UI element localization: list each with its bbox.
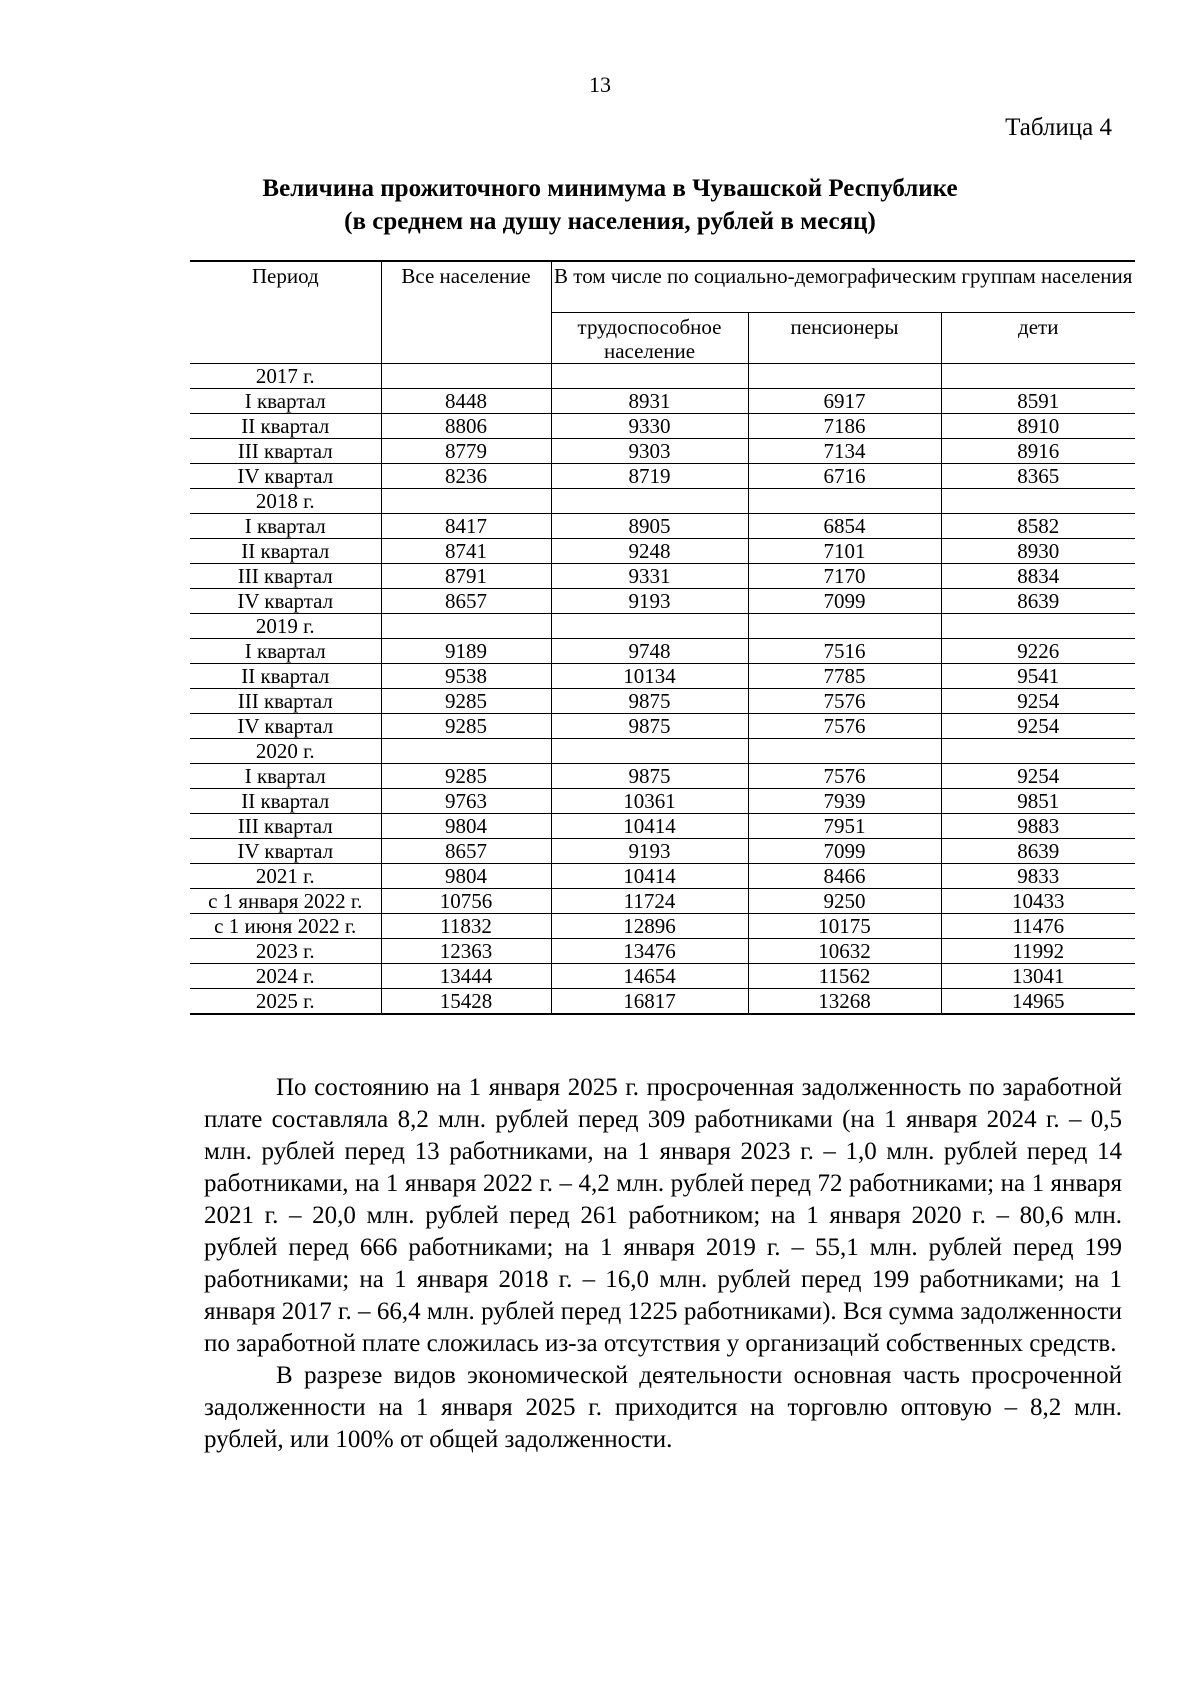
cell-children — [941, 614, 1135, 639]
cell-children: 11476 — [941, 914, 1135, 939]
table-row — [190, 389, 1135, 414]
cell-all-population — [381, 489, 551, 514]
cell-children: 8639 — [941, 839, 1135, 864]
table-row — [190, 364, 1135, 389]
cell-period: III квартал — [190, 564, 381, 589]
cell-pensioners: 6854 — [748, 514, 941, 539]
table-row — [190, 839, 1135, 864]
cell-working-age: 10361 — [551, 789, 748, 814]
cell-children: 8591 — [941, 389, 1135, 414]
table-row — [190, 789, 1135, 814]
cell-all-population: 9538 — [381, 664, 551, 689]
table-row — [190, 739, 1135, 764]
cell-children: 8834 — [941, 564, 1135, 589]
title-line-2: (в среднем на душу населения, рублей в месяц) — [344, 208, 876, 235]
cell-pensioners — [748, 364, 941, 389]
table-row — [190, 914, 1135, 939]
table-row — [190, 964, 1135, 989]
paragraph-economic-activity: В разрезе видов экономической деятельности основная часть просроченной задолженности на 1 января 2025 г. приходится на торговлю оптовую – 8,2 млн. рублей, или 100% от общей задолженности. — [204, 1362, 1122, 1453]
cell-pensioners: 7516 — [748, 639, 941, 664]
cell-working-age: 10134 — [551, 664, 748, 689]
cell-period: III квартал — [190, 439, 381, 464]
cell-all-population: 9285 — [381, 764, 551, 789]
cell-all-population: 9189 — [381, 639, 551, 664]
table-row — [190, 689, 1135, 714]
cell-working-age: 10414 — [551, 864, 748, 889]
cell-pensioners: 10632 — [748, 939, 941, 964]
cell-all-population: 8806 — [381, 414, 551, 439]
subsistence-minimum-table-container — [190, 260, 1135, 1015]
cell-period: III квартал — [190, 814, 381, 839]
cell-working-age — [551, 614, 748, 639]
cell-period: I квартал — [190, 514, 381, 539]
cell-period: 2024 г. — [190, 964, 381, 989]
cell-pensioners: 7101 — [748, 539, 941, 564]
table-row — [190, 414, 1135, 439]
cell-working-age — [551, 739, 748, 764]
cell-period: I квартал — [190, 389, 381, 414]
cell-period: 2019 г. — [190, 614, 381, 639]
cell-all-population: 9804 — [381, 864, 551, 889]
cell-period: с 1 июня 2022 г. — [190, 914, 381, 939]
cell-pensioners: 6917 — [748, 389, 941, 414]
cell-children: 8639 — [941, 589, 1135, 614]
cell-pensioners: 7939 — [748, 789, 941, 814]
cell-period: IV квартал — [190, 589, 381, 614]
table-row — [190, 889, 1135, 914]
cell-working-age: 9875 — [551, 714, 748, 739]
table-row — [190, 714, 1135, 739]
cell-working-age: 12896 — [551, 914, 748, 939]
cell-working-age: 16817 — [551, 989, 748, 1015]
cell-period: I квартал — [190, 764, 381, 789]
cell-all-population: 9285 — [381, 689, 551, 714]
cell-all-population: 8448 — [381, 389, 551, 414]
table-row — [190, 664, 1135, 689]
cell-pensioners: 7099 — [748, 589, 941, 614]
table-row — [190, 864, 1135, 889]
cell-children: 9833 — [941, 864, 1135, 889]
cell-children: 13041 — [941, 964, 1135, 989]
cell-working-age: 9875 — [551, 689, 748, 714]
table-row — [190, 564, 1135, 589]
cell-pensioners: 7951 — [748, 814, 941, 839]
table-row — [190, 989, 1135, 1015]
cell-children: 10433 — [941, 889, 1135, 914]
table-row — [190, 539, 1135, 564]
cell-children: 9254 — [941, 689, 1135, 714]
cell-all-population — [381, 739, 551, 764]
cell-all-population: 15428 — [381, 989, 551, 1015]
cell-all-population: 12363 — [381, 939, 551, 964]
cell-children: 8930 — [941, 539, 1135, 564]
cell-children: 9541 — [941, 664, 1135, 689]
cell-period: 2023 г. — [190, 939, 381, 964]
cell-pensioners: 6716 — [748, 464, 941, 489]
table-row — [190, 589, 1135, 614]
cell-children: 8365 — [941, 464, 1135, 489]
cell-pensioners: 9250 — [748, 889, 941, 914]
cell-working-age: 8905 — [551, 514, 748, 539]
cell-children — [941, 364, 1135, 389]
header-all-population: Все население — [381, 261, 551, 364]
cell-all-population: 8779 — [381, 439, 551, 464]
cell-period: с 1 января 2022 г. — [190, 889, 381, 914]
cell-children — [941, 739, 1135, 764]
cell-period: 2025 г. — [190, 989, 381, 1015]
table-body — [190, 364, 1135, 1015]
cell-all-population: 9285 — [381, 714, 551, 739]
table-row — [190, 489, 1135, 514]
cell-all-population: 13444 — [381, 964, 551, 989]
page-number: 13 — [589, 72, 611, 97]
cell-period: IV квартал — [190, 464, 381, 489]
cell-working-age: 14654 — [551, 964, 748, 989]
cell-pensioners: 7170 — [748, 564, 941, 589]
cell-all-population: 9763 — [381, 789, 551, 814]
cell-children: 9226 — [941, 639, 1135, 664]
cell-working-age: 9193 — [551, 839, 748, 864]
cell-children: 8582 — [941, 514, 1135, 539]
cell-children: 9254 — [941, 714, 1135, 739]
header-pensioners: пенсионеры — [748, 313, 941, 364]
cell-working-age — [551, 364, 748, 389]
cell-period: 2017 г. — [190, 364, 381, 389]
cell-period: 2021 г. — [190, 864, 381, 889]
cell-all-population: 8657 — [381, 839, 551, 864]
cell-working-age: 10414 — [551, 814, 748, 839]
cell-period: IV квартал — [190, 714, 381, 739]
subsistence-minimum-table — [190, 260, 1135, 1015]
table-row — [190, 814, 1135, 839]
cell-period: III квартал — [190, 689, 381, 714]
cell-all-population: 8741 — [381, 539, 551, 564]
cell-period: 2018 г. — [190, 489, 381, 514]
cell-all-population: 9804 — [381, 814, 551, 839]
cell-pensioners: 10175 — [748, 914, 941, 939]
cell-pensioners: 13268 — [748, 989, 941, 1015]
cell-all-population: 8417 — [381, 514, 551, 539]
table-caption: Таблица 4 — [1005, 114, 1112, 141]
cell-children: 11992 — [941, 939, 1135, 964]
header-groups: В том числе по социально-демографическим группам населения — [551, 261, 1135, 313]
cell-working-age: 9248 — [551, 539, 748, 564]
cell-pensioners: 7099 — [748, 839, 941, 864]
cell-children: 8910 — [941, 414, 1135, 439]
cell-all-population — [381, 364, 551, 389]
header-children: дети — [941, 313, 1135, 364]
table-row — [190, 439, 1135, 464]
header-period: Период — [190, 261, 381, 364]
cell-pensioners — [748, 614, 941, 639]
table-row — [190, 614, 1135, 639]
cell-all-population: 10756 — [381, 889, 551, 914]
title-line-1: Величина прожиточного минимума в Чувашской Республике — [262, 175, 958, 202]
cell-children — [941, 489, 1135, 514]
cell-working-age: 11724 — [551, 889, 748, 914]
cell-working-age: 9875 — [551, 764, 748, 789]
cell-all-population: 8791 — [381, 564, 551, 589]
cell-working-age: 9330 — [551, 414, 748, 439]
cell-children: 14965 — [941, 989, 1135, 1015]
table-row — [190, 639, 1135, 664]
cell-working-age: 9748 — [551, 639, 748, 664]
cell-period: II квартал — [190, 789, 381, 814]
cell-children: 9883 — [941, 814, 1135, 839]
cell-working-age: 8719 — [551, 464, 748, 489]
cell-working-age: 13476 — [551, 939, 748, 964]
paragraph-wage-arrears: По состоянию на 1 января 2025 г. просроченная задолженность по заработной плате составляла 8,2 млн. рублей перед 309 работниками (на 1 января 2024 г. – 0,5 млн. рублей перед 13 работниками, на 1 января 2023 г. – 1,0 млн. рублей перед 14 работниками, на 1 января 2022 г. – 4,2 млн. рублей перед 72 работниками; на 1 января 2021 г. – 20,0 млн. рублей перед 261 работником; на 1 января 2020 г. – 80,6 млн. рублей перед 666 работниками; на 1 января 2019 г. – 55,1 млн. рублей перед 199 работниками; на 1 января 2018 г. – 16,0 млн. рублей перед 199 работниками; на 1 января 2017 г. – 66,4 млн. рублей перед 1225 работниками). Вся сумма задолженности по заработной плате сложилась из-за отсутствия у организаций собственных средств. — [204, 1074, 1122, 1357]
cell-period: II квартал — [190, 539, 381, 564]
cell-children: 8916 — [941, 439, 1135, 464]
cell-period: II квартал — [190, 664, 381, 689]
cell-period: II квартал — [190, 414, 381, 439]
cell-pensioners — [748, 739, 941, 764]
cell-children: 9254 — [941, 764, 1135, 789]
cell-all-population: 8657 — [381, 589, 551, 614]
table-title — [190, 172, 1030, 238]
cell-pensioners: 7785 — [748, 664, 941, 689]
cell-working-age: 9303 — [551, 439, 748, 464]
header-working-age: трудоспособное население — [551, 313, 748, 364]
table-header — [190, 261, 1135, 364]
cell-pensioners: 7186 — [748, 414, 941, 439]
cell-pensioners: 7576 — [748, 764, 941, 789]
cell-pensioners: 11562 — [748, 964, 941, 989]
cell-working-age: 9331 — [551, 564, 748, 589]
cell-working-age — [551, 489, 748, 514]
cell-working-age: 9193 — [551, 589, 748, 614]
cell-pensioners: 7134 — [748, 439, 941, 464]
cell-pensioners: 7576 — [748, 714, 941, 739]
cell-period: I квартал — [190, 639, 381, 664]
cell-pensioners: 8466 — [748, 864, 941, 889]
table-row — [190, 764, 1135, 789]
cell-pensioners: 7576 — [748, 689, 941, 714]
table-row — [190, 939, 1135, 964]
cell-children: 9851 — [941, 789, 1135, 814]
cell-all-population: 8236 — [381, 464, 551, 489]
cell-pensioners — [748, 489, 941, 514]
cell-all-population — [381, 614, 551, 639]
cell-period: IV квартал — [190, 839, 381, 864]
body-text — [204, 1072, 1122, 1456]
table-row — [190, 464, 1135, 489]
table-row — [190, 514, 1135, 539]
cell-all-population: 11832 — [381, 914, 551, 939]
cell-working-age: 8931 — [551, 389, 748, 414]
cell-period: 2020 г. — [190, 739, 381, 764]
